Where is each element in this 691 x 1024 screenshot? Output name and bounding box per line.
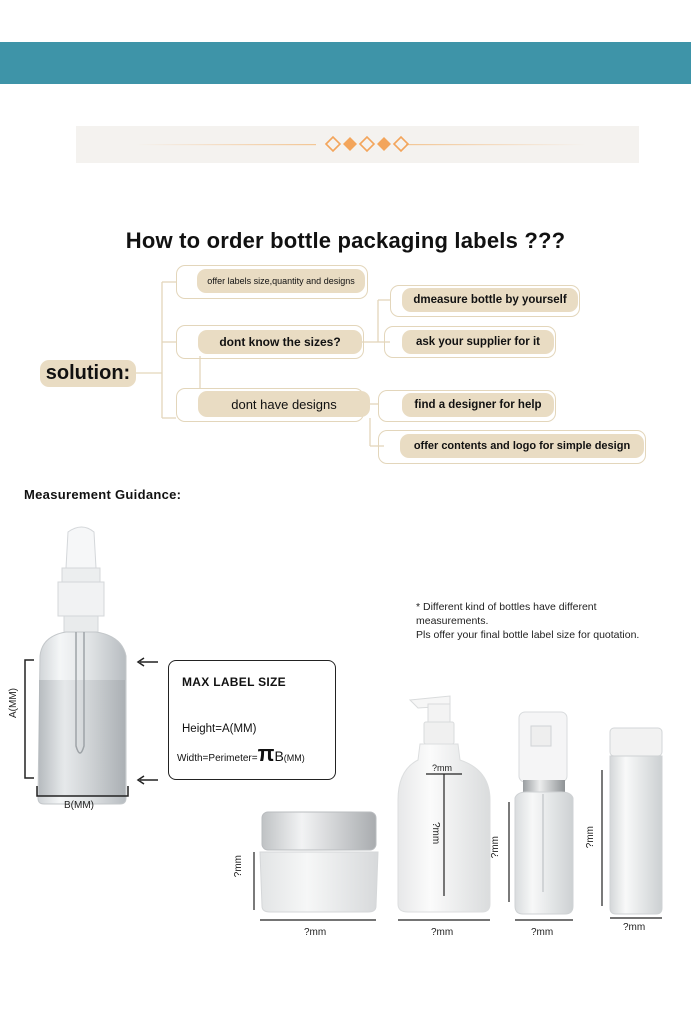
jar-width-label: ?mm [304, 927, 327, 938]
note-line-1: * Different kind of bottles have different [416, 601, 597, 613]
lotion-pump-bottle-illustration [505, 706, 585, 926]
step2-option2-node: ask your supplier for it [402, 330, 554, 354]
note-line-3: Pls offer your final bottle label size for quotation. [416, 629, 640, 641]
note-line-2: measurements. [416, 615, 489, 627]
dropper-bottle-illustration [0, 520, 170, 820]
flip-cap-width-label: ?mm [623, 922, 646, 933]
step3-option2-node: offer contents and logo for simple design [400, 434, 644, 458]
pump-width-label: ?mm [431, 927, 454, 938]
max-label-height: Height=A(MM) [182, 723, 257, 735]
flip-cap-bottle-illustration [596, 720, 676, 924]
jar-height-label: ?mm [233, 855, 244, 878]
page-title: How to order bottle packaging labels ??? [125, 228, 566, 253]
max-label-size-box [168, 660, 336, 780]
step2-option1-node: dmeasure bottle by yourself [402, 288, 578, 312]
cream-jar-illustration [240, 800, 390, 930]
max-label-width-formula [177, 741, 305, 767]
pump-bottle-illustration [390, 690, 500, 930]
measurement-guidance-heading: Measurement Guidance: [24, 487, 182, 502]
dropper-height-label: A(MM) [8, 688, 19, 718]
width-prefix: Width=Perimeter= [177, 753, 258, 764]
max-label-title: MAX LABEL SIZE [182, 675, 286, 689]
solution-root-node: solution: [40, 360, 136, 387]
width-b: B [274, 748, 284, 764]
step3-node: dont have designs [198, 391, 370, 417]
step3-option1-node: find a designer for help [402, 393, 554, 417]
width-suffix: (MM) [283, 753, 305, 763]
pi-symbol: π [257, 741, 275, 766]
pump-width-label-top: ?mm [432, 763, 452, 773]
pump-height-label: ?mm [430, 822, 441, 845]
step2-node: dont know the sizes? [198, 330, 362, 354]
dropper-width-label: B(MM) [64, 800, 94, 811]
lotion-width-label: ?mm [531, 927, 554, 938]
measurement-note [416, 600, 639, 642]
step1-node: offer labels size,quantity and designs [197, 269, 365, 293]
flip-cap-height-label: ?mm [585, 826, 596, 849]
lotion-height-label: ?mm [490, 836, 501, 859]
